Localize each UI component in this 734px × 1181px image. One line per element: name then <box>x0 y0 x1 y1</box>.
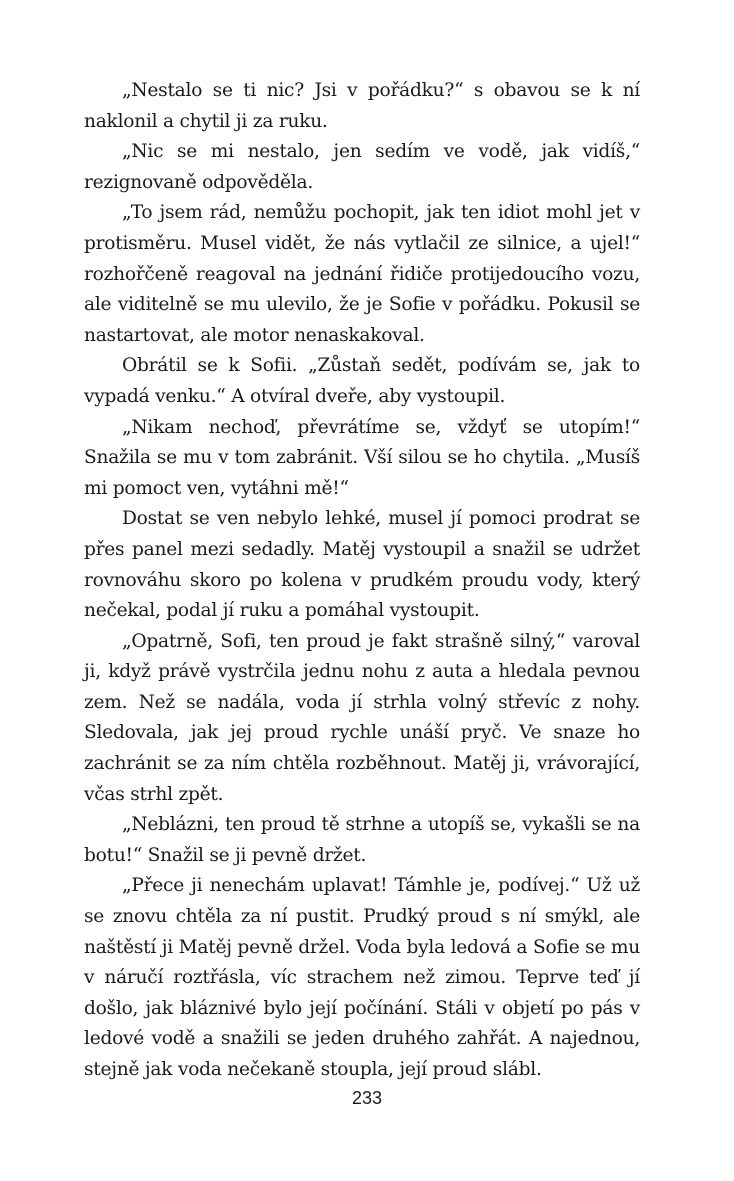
paragraph-2: „Nic se mi nestalo, jen sedím ve vodě, jak vidíš,“ rezignovaně odpověděla. <box>84 141 640 193</box>
paragraph-4: Obrátil se k Sofii. „Zůstaň sedět, podívám se, jak to vypadá venku.“ A otvíral dveře, aby vystoupil. <box>84 355 640 407</box>
paragraph-9: „Přece ji nenechám uplavat! Támhle je, podívej.“ Už už se znovu chtěla za ní pustit. Prudký proud s ní smýkl, ale naštěstí ji Matěj pevně držel. Voda byla ledová a Sofie se mu v náručí roztřásla, víc strachem než zimou. Teprve teď jí došlo, jak bláznivé bylo její počínání. Stáli v objetí po pás v ledové vodě a snažili se jeden druhého zahřát. A najednou, stejně jak voda nečekaně stoupla, její proud slábl. <box>84 875 640 1080</box>
paragraph-5: „Nikam nechoď, převrátíme se, vždyť se utopím!“ Snažila se mu v tom zabránit. Vší silou se ho chytila. „Musíš mi pomoct ven, vytáhni mě!“ <box>84 416 640 499</box>
page-number: 233 <box>351 1088 383 1108</box>
paragraph-7: „Opatrně, Sofi, ten proud je fakt strašně silný,“ varoval ji, když právě vystrčila jednu nohu z auta a hledala pevnou zem. Než se nadála, voda jí strhla volný střevíc z nohy. Sledovala, jak jej proud rychle unáší pryč. Ve snaze ho zachránit se za ním chtěla rozběhnout. Matěj ji, vrávorající, včas strhl zpět. <box>84 630 640 805</box>
paragraph-6: Dostat se ven nebylo lehké, musel jí pomoci prodrat se přes panel mezi sedadly. Matěj vystoupil a snažil se udržet rovnováhu skoro po kolena v prudkém proudu vody, který nečekal, podal jí ruku a pomáhal vystoupit. <box>84 508 640 622</box>
paragraph-1: „Nestalo se ti nic? Jsi v pořádku?“ s obavou se k ní naklonil a chytil ji za ruku. <box>84 80 640 132</box>
body-text <box>84 76 640 1086</box>
paragraph-3: „To jsem rád, nemůžu pochopit, jak ten idiot mohl jet v protisměru. Musel vidět, že nás vytlačil ze silnice, a ujel!“ rozhořčeně reagoval na jednání řidiče protijedoucího vozu, ale viditelně se mu ulevilo, že je Sofie v pořádku. Pokusil se nastartovat, ale motor nenaskakoval. <box>84 202 640 346</box>
paragraph-8: „Neblázni, ten proud tě strhne a utopíš se, vykašli se na botu!“ Snažil se ji pevně držet. <box>84 814 640 866</box>
